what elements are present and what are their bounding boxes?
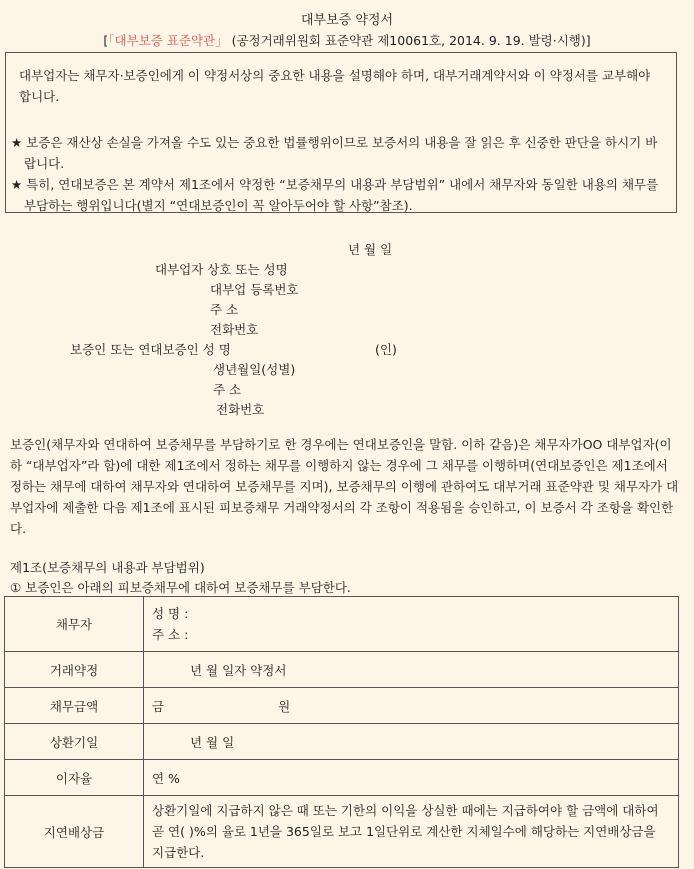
table-row — [5, 724, 679, 760]
debtor-value — [144, 597, 679, 652]
paragraph-line: 다. — [10, 521, 27, 536]
amount-prefix: 금 — [152, 698, 165, 714]
guarantor-birth-label: 생년월일(성별) — [213, 362, 296, 377]
contract-label: 거래약정 — [5, 652, 144, 688]
late-fee-line: 곧 연( )%의 율로 1년을 365일로 보고 1일단위로 계산한 지체일수에 해당하는 지연배상금을 — [152, 824, 656, 839]
guaranteed-debt-table — [4, 596, 679, 868]
repayment-label: 상환기일 — [5, 724, 144, 760]
notice-line: ★ 보증은 재산상 손실을 가져올 수도 있는 중요한 법률행위이므로 보증서의 내용을 잘 읽은 후 신중한 판단을 하시기 바 — [11, 135, 658, 150]
article1-clause1: ① 보증인은 아래의 피보증채무에 대하여 보증채무를 부담한다. — [10, 580, 351, 595]
debtor-name-field: 성 명 : — [152, 606, 189, 621]
article1-title: 제1조(보증채무의 내용과 부담범위) — [10, 560, 205, 575]
amount-label: 채무금액 — [5, 688, 144, 724]
date-field: 년 월 일 — [348, 242, 393, 257]
document-subtitle — [0, 31, 694, 49]
paragraph-line: 정하는 채무에 대하여 채무자와 연대하여 보증채무를 지며), 보증채무의 이행에 관하여도 대부거래 표준약관 및 채무자가 대 — [10, 479, 679, 494]
seal-mark: (인) — [375, 342, 397, 357]
notice-line: 대부업자는 채무자·보증인에게 이 약정서상의 중요한 내용을 설명해야 하며, 대부거래계약서와 이 약정서를 교부해야 — [19, 68, 651, 83]
notice-line: 랍니다. — [24, 156, 65, 171]
table-row — [5, 688, 679, 724]
table-row — [5, 652, 679, 688]
debtor-label: 채무자 — [5, 597, 144, 652]
late-fee-line: 상환기일에 지급하지 않은 때 또는 기한의 이익을 상실한 때에는 지급하여야 할 금액에 대하여 — [152, 803, 659, 818]
table-row — [5, 796, 679, 868]
lender-name-label: 대부업자 상호 또는 성명 — [155, 262, 288, 277]
paragraph-line: 하 “대부업자”라 함)에 대한 제1조에서 정하는 채무를 이행하지 않는 경우에 그 채무를 이행하며(연대보증인은 제1조에서 — [10, 458, 668, 473]
amount-suffix: 원 — [278, 698, 291, 714]
table-row — [5, 597, 679, 652]
repayment-value — [144, 724, 679, 760]
table-row — [5, 760, 679, 796]
lender-address-label: 주 소 — [210, 302, 239, 317]
paragraph-line: 부업자에 제출한 다음 제1조에 표시된 피보증채무 거래약정서의 각 조항이 적용됨을 승인하고, 이 보증서 각 조항을 확인한 — [10, 500, 674, 515]
guarantor-phone-label: 전화번호 — [216, 402, 265, 417]
interest-label: 이자율 — [5, 760, 144, 796]
contract-date-field: 년 월 일자 약정서 — [190, 662, 287, 678]
repayment-date-field: 년 월 일 — [190, 734, 235, 750]
notice-line: ★ 특히, 연대보증은 본 계약서 제1조에서 약정한 “보증채무의 내용과 부담범위” 내에서 채무자와 동일한 내용의 채무를 — [11, 177, 659, 192]
late-fee-value — [144, 796, 679, 868]
subtitle-source: (공정거래위원회 표준약관 제10061호, 2014. 9. 19. 발령·시행)] — [227, 33, 591, 48]
notice-line: 부담하는 행위입니다(별지 “연대보증인이 꼭 알아두어야 할 사항”참조). — [24, 198, 413, 213]
late-fee-line: 지급한다. — [152, 845, 205, 860]
lender-phone-label: 전화번호 — [210, 322, 259, 337]
interest-value: 연 % — [144, 760, 679, 796]
contract-value — [144, 652, 679, 688]
guarantor-address-label: 주 소 — [213, 382, 242, 397]
lender-reg-label: 대부업 등록번호 — [210, 282, 299, 297]
amount-value — [144, 688, 679, 724]
paragraph-line: 보증인(채무자와 연대하여 보증채무를 부담하기로 한 경우에는 연대보증인을 말함. 이하 같음)은 채무자가OO 대부업자(이 — [10, 437, 672, 452]
debtor-address-field: 주 소 : — [152, 627, 189, 642]
late-fee-label: 지연배상금 — [5, 796, 144, 868]
standard-terms-link[interactable]: 「대부보증 표준약관」 — [108, 33, 228, 48]
guarantee-paragraph — [10, 434, 685, 539]
subtitle-bracket: [ — [103, 33, 109, 48]
document-title: 대부보증 약정서 — [300, 13, 394, 28]
guarantor-name-label: 보증인 또는 연대보증인 성 명 — [70, 342, 231, 357]
notice-box — [5, 52, 677, 213]
notice-line: 합니다. — [19, 89, 60, 104]
